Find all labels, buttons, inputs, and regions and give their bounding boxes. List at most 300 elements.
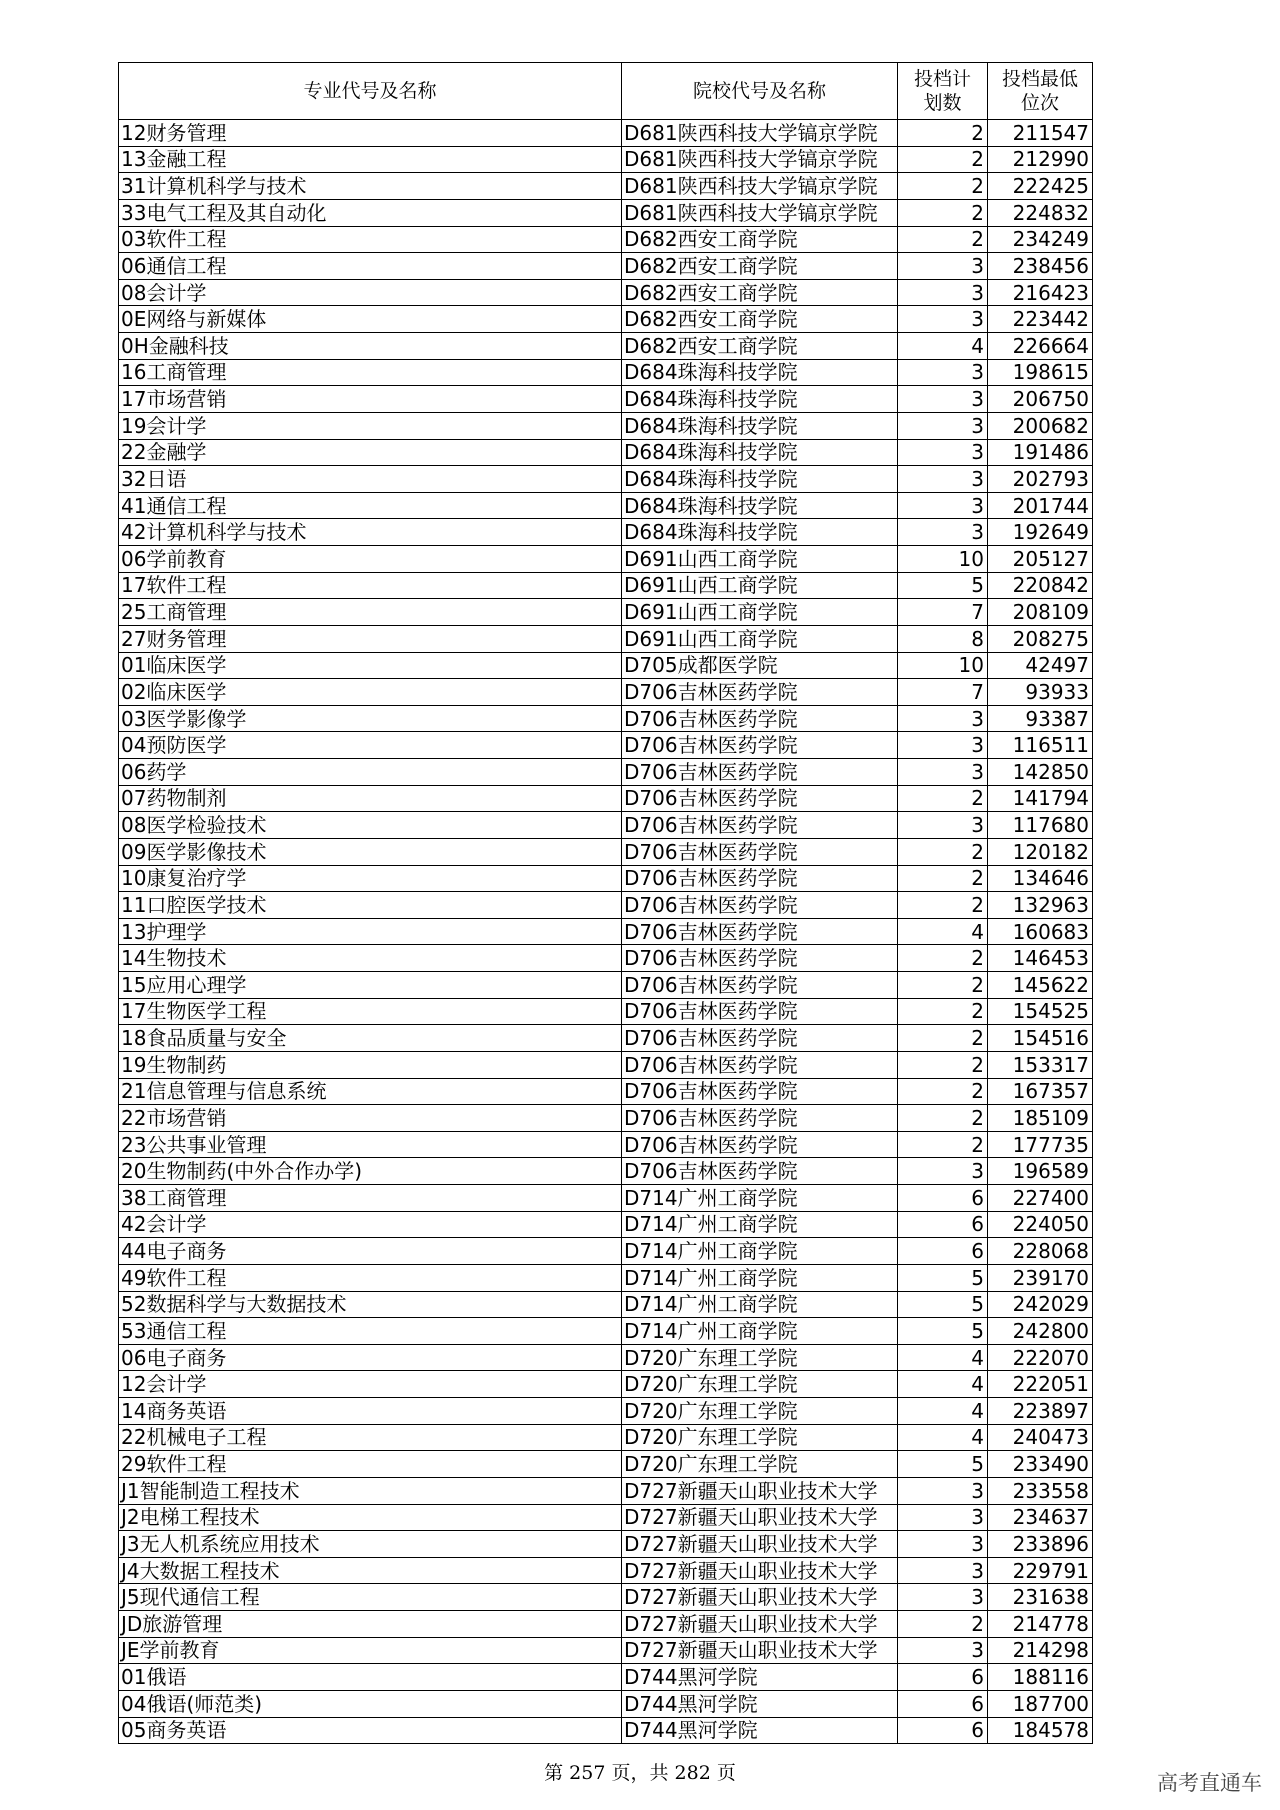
school-cell: D691山西工商学院 xyxy=(622,546,898,573)
major-cell: 41通信工程 xyxy=(119,492,622,519)
table-row xyxy=(119,1158,1093,1185)
table-row xyxy=(119,918,1093,945)
min-rank-cell: 145622 xyxy=(988,972,1093,999)
min-rank-cell: 116511 xyxy=(988,732,1093,759)
school-cell: D714广州工商学院 xyxy=(622,1318,898,1345)
plan-count-cell: 4 xyxy=(898,1344,988,1371)
major-cell: 22金融学 xyxy=(119,439,622,466)
table-row xyxy=(119,732,1093,759)
min-rank-cell: 198615 xyxy=(988,359,1093,386)
plan-count-cell: 3 xyxy=(898,439,988,466)
table-row xyxy=(119,1264,1093,1291)
major-cell: 44电子商务 xyxy=(119,1238,622,1265)
plan-count-cell: 3 xyxy=(898,1504,988,1531)
min-rank-cell: 233490 xyxy=(988,1451,1093,1478)
table-row xyxy=(119,1318,1093,1345)
school-cell: D714广州工商学院 xyxy=(622,1238,898,1265)
min-rank-cell: 208275 xyxy=(988,625,1093,652)
major-cell: 04俄语(师范类) xyxy=(119,1690,622,1717)
plan-count-cell: 3 xyxy=(898,253,988,280)
min-rank-cell: 222051 xyxy=(988,1371,1093,1398)
table-row xyxy=(119,1611,1093,1638)
table-row xyxy=(119,1477,1093,1504)
major-cell: 12会计学 xyxy=(119,1371,622,1398)
major-cell: 01临床医学 xyxy=(119,652,622,679)
school-cell: D727新疆天山职业技术大学 xyxy=(622,1557,898,1584)
major-cell: 03医学影像学 xyxy=(119,705,622,732)
plan-count-cell: 3 xyxy=(898,306,988,333)
major-cell: 19会计学 xyxy=(119,412,622,439)
major-cell: 33电气工程及其自动化 xyxy=(119,199,622,226)
school-cell: D714广州工商学院 xyxy=(622,1211,898,1238)
min-rank-cell: 42497 xyxy=(988,652,1093,679)
plan-count-cell: 6 xyxy=(898,1664,988,1691)
major-cell: 53通信工程 xyxy=(119,1318,622,1345)
major-cell: JE学前教育 xyxy=(119,1637,622,1664)
plan-count-cell: 4 xyxy=(898,1398,988,1425)
major-cell: 23公共事业管理 xyxy=(119,1131,622,1158)
major-cell: 0H金融科技 xyxy=(119,333,622,360)
table-row xyxy=(119,1051,1093,1078)
major-cell: 38工商管理 xyxy=(119,1185,622,1212)
header-school: 院校代号及名称 xyxy=(622,63,898,120)
min-rank-cell: 223442 xyxy=(988,306,1093,333)
plan-count-cell: 3 xyxy=(898,759,988,786)
major-cell: 17市场营销 xyxy=(119,386,622,413)
table-row xyxy=(119,546,1093,573)
table-row xyxy=(119,279,1093,306)
major-cell: 06通信工程 xyxy=(119,253,622,280)
school-cell: D682西安工商学院 xyxy=(622,333,898,360)
min-rank-cell: 224050 xyxy=(988,1211,1093,1238)
table-row xyxy=(119,705,1093,732)
school-cell: D684珠海科技学院 xyxy=(622,386,898,413)
major-cell: 14商务英语 xyxy=(119,1398,622,1425)
major-cell: 31计算机科学与技术 xyxy=(119,173,622,200)
table-row xyxy=(119,1398,1093,1425)
plan-count-cell: 2 xyxy=(898,1611,988,1638)
table-body xyxy=(119,120,1093,1744)
major-cell: 13护理学 xyxy=(119,918,622,945)
major-cell: 13金融工程 xyxy=(119,146,622,173)
min-rank-cell: 160683 xyxy=(988,918,1093,945)
plan-count-cell: 3 xyxy=(898,279,988,306)
plan-count-cell: 4 xyxy=(898,918,988,945)
table-row xyxy=(119,572,1093,599)
min-rank-cell: 211547 xyxy=(988,120,1093,147)
plan-count-cell: 2 xyxy=(898,120,988,147)
table-row xyxy=(119,785,1093,812)
min-rank-cell: 134646 xyxy=(988,865,1093,892)
table-row xyxy=(119,1105,1093,1132)
min-rank-cell: 184578 xyxy=(988,1717,1093,1744)
school-cell: D706吉林医药学院 xyxy=(622,705,898,732)
table-row xyxy=(119,386,1093,413)
min-rank-cell: 93387 xyxy=(988,705,1093,732)
school-cell: D681陕西科技大学镐京学院 xyxy=(622,199,898,226)
major-cell: 29软件工程 xyxy=(119,1451,622,1478)
plan-count-cell: 8 xyxy=(898,625,988,652)
major-cell: 07药物制剂 xyxy=(119,785,622,812)
min-rank-cell: 242029 xyxy=(988,1291,1093,1318)
major-cell: 02临床医学 xyxy=(119,679,622,706)
major-cell: 11口腔医学技术 xyxy=(119,892,622,919)
plan-count-cell: 2 xyxy=(898,1078,988,1105)
header-plan: 投档计 划数 xyxy=(898,63,988,120)
table-row xyxy=(119,1584,1093,1611)
min-rank-cell: 202793 xyxy=(988,466,1093,493)
table-row xyxy=(119,306,1093,333)
table-row xyxy=(119,1238,1093,1265)
school-cell: D691山西工商学院 xyxy=(622,599,898,626)
plan-count-cell: 4 xyxy=(898,1424,988,1451)
min-rank-cell: 154525 xyxy=(988,998,1093,1025)
header-rank: 投档最低 位次 xyxy=(988,63,1093,120)
school-cell: D727新疆天山职业技术大学 xyxy=(622,1584,898,1611)
major-cell: 10康复治疗学 xyxy=(119,865,622,892)
major-cell: 17生物医学工程 xyxy=(119,998,622,1025)
major-cell: 18食品质量与安全 xyxy=(119,1025,622,1052)
min-rank-cell: 222425 xyxy=(988,173,1093,200)
school-cell: D720广东理工学院 xyxy=(622,1451,898,1478)
school-cell: D706吉林医药学院 xyxy=(622,972,898,999)
table-row xyxy=(119,1664,1093,1691)
plan-count-cell: 6 xyxy=(898,1690,988,1717)
plan-count-cell: 2 xyxy=(898,892,988,919)
min-rank-cell: 239170 xyxy=(988,1264,1093,1291)
school-cell: D706吉林医药学院 xyxy=(622,838,898,865)
major-cell: 42会计学 xyxy=(119,1211,622,1238)
major-cell: 0E网络与新媒体 xyxy=(119,306,622,333)
plan-count-cell: 5 xyxy=(898,1451,988,1478)
min-rank-cell: 240473 xyxy=(988,1424,1093,1451)
min-rank-cell: 188116 xyxy=(988,1664,1093,1691)
school-cell: D706吉林医药学院 xyxy=(622,945,898,972)
min-rank-cell: 226664 xyxy=(988,333,1093,360)
min-rank-cell: 167357 xyxy=(988,1078,1093,1105)
plan-count-cell: 3 xyxy=(898,1584,988,1611)
plan-count-cell: 5 xyxy=(898,572,988,599)
major-cell: J1智能制造工程技术 xyxy=(119,1477,622,1504)
plan-count-cell: 10 xyxy=(898,652,988,679)
table-row xyxy=(119,333,1093,360)
plan-count-cell: 3 xyxy=(898,812,988,839)
min-rank-cell: 214778 xyxy=(988,1611,1093,1638)
plan-count-cell: 2 xyxy=(898,945,988,972)
plan-count-cell: 2 xyxy=(898,146,988,173)
plan-count-cell: 3 xyxy=(898,492,988,519)
table-row xyxy=(119,466,1093,493)
major-cell: 21信息管理与信息系统 xyxy=(119,1078,622,1105)
min-rank-cell: 177735 xyxy=(988,1131,1093,1158)
min-rank-cell: 146453 xyxy=(988,945,1093,972)
school-cell: D684珠海科技学院 xyxy=(622,492,898,519)
table-row xyxy=(119,945,1093,972)
school-cell: D691山西工商学院 xyxy=(622,625,898,652)
major-cell: 01俄语 xyxy=(119,1664,622,1691)
table-row xyxy=(119,679,1093,706)
table-row xyxy=(119,652,1093,679)
major-cell: 49软件工程 xyxy=(119,1264,622,1291)
min-rank-cell: 212990 xyxy=(988,146,1093,173)
major-cell: 22机械电子工程 xyxy=(119,1424,622,1451)
plan-count-cell: 2 xyxy=(898,865,988,892)
major-cell: JD旅游管理 xyxy=(119,1611,622,1638)
major-cell: 22市场营销 xyxy=(119,1105,622,1132)
table-row xyxy=(119,173,1093,200)
table-row xyxy=(119,1504,1093,1531)
min-rank-cell: 185109 xyxy=(988,1105,1093,1132)
school-cell: D706吉林医药学院 xyxy=(622,1158,898,1185)
table-row xyxy=(119,1451,1093,1478)
school-cell: D684珠海科技学院 xyxy=(622,439,898,466)
table-row xyxy=(119,412,1093,439)
table-row xyxy=(119,1531,1093,1558)
min-rank-cell: 192649 xyxy=(988,519,1093,546)
plan-count-cell: 6 xyxy=(898,1185,988,1212)
school-cell: D706吉林医药学院 xyxy=(622,1131,898,1158)
major-cell: 25工商管理 xyxy=(119,599,622,626)
school-cell: D682西安工商学院 xyxy=(622,226,898,253)
major-cell: 20生物制药(中外合作办学) xyxy=(119,1158,622,1185)
min-rank-cell: 196589 xyxy=(988,1158,1093,1185)
plan-count-cell: 3 xyxy=(898,1557,988,1584)
major-cell: 08会计学 xyxy=(119,279,622,306)
table-row xyxy=(119,865,1093,892)
plan-count-cell: 3 xyxy=(898,1637,988,1664)
min-rank-cell: 205127 xyxy=(988,546,1093,573)
plan-count-cell: 2 xyxy=(898,226,988,253)
major-cell: J2电梯工程技术 xyxy=(119,1504,622,1531)
school-cell: D706吉林医药学院 xyxy=(622,785,898,812)
plan-count-cell: 6 xyxy=(898,1211,988,1238)
school-cell: D720广东理工学院 xyxy=(622,1398,898,1425)
min-rank-cell: 238456 xyxy=(988,253,1093,280)
school-cell: D706吉林医药学院 xyxy=(622,892,898,919)
min-rank-cell: 214298 xyxy=(988,1637,1093,1664)
school-cell: D681陕西科技大学镐京学院 xyxy=(622,173,898,200)
school-cell: D706吉林医药学院 xyxy=(622,812,898,839)
plan-count-cell: 5 xyxy=(898,1318,988,1345)
min-rank-cell: 223897 xyxy=(988,1398,1093,1425)
school-cell: D684珠海科技学院 xyxy=(622,412,898,439)
major-cell: J4大数据工程技术 xyxy=(119,1557,622,1584)
min-rank-cell: 233896 xyxy=(988,1531,1093,1558)
school-cell: D684珠海科技学院 xyxy=(622,466,898,493)
plan-count-cell: 3 xyxy=(898,386,988,413)
plan-count-cell: 7 xyxy=(898,679,988,706)
plan-count-cell: 3 xyxy=(898,1477,988,1504)
table-row xyxy=(119,120,1093,147)
major-cell: 27财务管理 xyxy=(119,625,622,652)
major-cell: 32日语 xyxy=(119,466,622,493)
table-row xyxy=(119,1424,1093,1451)
min-rank-cell: 141794 xyxy=(988,785,1093,812)
plan-count-cell: 3 xyxy=(898,412,988,439)
table-row xyxy=(119,1717,1093,1744)
school-cell: D681陕西科技大学镐京学院 xyxy=(622,146,898,173)
major-cell: 15应用心理学 xyxy=(119,972,622,999)
major-cell: 03软件工程 xyxy=(119,226,622,253)
school-cell: D714广州工商学院 xyxy=(622,1291,898,1318)
table-header xyxy=(119,63,1093,120)
table-row xyxy=(119,199,1093,226)
min-rank-cell: 208109 xyxy=(988,599,1093,626)
school-cell: D720广东理工学院 xyxy=(622,1344,898,1371)
plan-count-cell: 2 xyxy=(898,998,988,1025)
table-row xyxy=(119,1690,1093,1717)
table-row xyxy=(119,812,1093,839)
major-cell: 08医学检验技术 xyxy=(119,812,622,839)
school-cell: D706吉林医药学院 xyxy=(622,1051,898,1078)
table-row xyxy=(119,838,1093,865)
table-row xyxy=(119,998,1093,1025)
school-cell: D727新疆天山职业技术大学 xyxy=(622,1477,898,1504)
plan-count-cell: 3 xyxy=(898,1531,988,1558)
plan-count-cell: 3 xyxy=(898,1158,988,1185)
table-row xyxy=(119,759,1093,786)
plan-count-cell: 6 xyxy=(898,1238,988,1265)
table-row xyxy=(119,892,1093,919)
school-cell: D706吉林医药学院 xyxy=(622,732,898,759)
major-cell: 06学前教育 xyxy=(119,546,622,573)
school-cell: D684珠海科技学院 xyxy=(622,359,898,386)
school-cell: D706吉林医药学院 xyxy=(622,1105,898,1132)
table-row xyxy=(119,439,1093,466)
min-rank-cell: 229791 xyxy=(988,1557,1093,1584)
header-major: 专业代号及名称 xyxy=(119,63,622,120)
plan-count-cell: 2 xyxy=(898,838,988,865)
table-row xyxy=(119,599,1093,626)
school-cell: D705成都医学院 xyxy=(622,652,898,679)
school-cell: D706吉林医药学院 xyxy=(622,998,898,1025)
major-cell: 04预防医学 xyxy=(119,732,622,759)
plan-count-cell: 2 xyxy=(898,199,988,226)
table-row xyxy=(119,253,1093,280)
min-rank-cell: 132963 xyxy=(988,892,1093,919)
min-rank-cell: 187700 xyxy=(988,1690,1093,1717)
school-cell: D727新疆天山职业技术大学 xyxy=(622,1504,898,1531)
min-rank-cell: 216423 xyxy=(988,279,1093,306)
min-rank-cell: 228068 xyxy=(988,1238,1093,1265)
table-row xyxy=(119,1025,1093,1052)
school-cell: D681陕西科技大学镐京学院 xyxy=(622,120,898,147)
major-cell: 42计算机科学与技术 xyxy=(119,519,622,546)
min-rank-cell: 206750 xyxy=(988,386,1093,413)
min-rank-cell: 201744 xyxy=(988,492,1093,519)
school-cell: D727新疆天山职业技术大学 xyxy=(622,1637,898,1664)
min-rank-cell: 224832 xyxy=(988,199,1093,226)
plan-count-cell: 3 xyxy=(898,359,988,386)
school-cell: D706吉林医药学院 xyxy=(622,1078,898,1105)
major-cell: J3无人机系统应用技术 xyxy=(119,1531,622,1558)
table-row xyxy=(119,972,1093,999)
plan-count-cell: 3 xyxy=(898,732,988,759)
major-cell: 06药学 xyxy=(119,759,622,786)
min-rank-cell: 200682 xyxy=(988,412,1093,439)
min-rank-cell: 191486 xyxy=(988,439,1093,466)
min-rank-cell: 234249 xyxy=(988,226,1093,253)
table-row xyxy=(119,226,1093,253)
major-cell: 05商务英语 xyxy=(119,1717,622,1744)
major-cell: 06电子商务 xyxy=(119,1344,622,1371)
page-number: 第 257 页，共 282 页 xyxy=(544,1762,736,1784)
table-row xyxy=(119,1291,1093,1318)
plan-count-cell: 3 xyxy=(898,519,988,546)
plan-count-cell: 4 xyxy=(898,1371,988,1398)
plan-count-cell: 4 xyxy=(898,333,988,360)
school-cell: D706吉林医药学院 xyxy=(622,918,898,945)
school-cell: D684珠海科技学院 xyxy=(622,519,898,546)
major-cell: J5现代通信工程 xyxy=(119,1584,622,1611)
school-cell: D682西安工商学院 xyxy=(622,253,898,280)
school-cell: D706吉林医药学院 xyxy=(622,679,898,706)
min-rank-cell: 233558 xyxy=(988,1477,1093,1504)
school-cell: D744黑河学院 xyxy=(622,1690,898,1717)
min-rank-cell: 227400 xyxy=(988,1185,1093,1212)
major-cell: 16工商管理 xyxy=(119,359,622,386)
table-row xyxy=(119,519,1093,546)
school-cell: D706吉林医药学院 xyxy=(622,759,898,786)
plan-count-cell: 5 xyxy=(898,1264,988,1291)
school-cell: D691山西工商学院 xyxy=(622,572,898,599)
school-cell: D744黑河学院 xyxy=(622,1664,898,1691)
school-cell: D720广东理工学院 xyxy=(622,1371,898,1398)
table-row xyxy=(119,1371,1093,1398)
school-cell: D706吉林医药学院 xyxy=(622,865,898,892)
watermark-text: 高考直通车 xyxy=(1157,1771,1262,1795)
school-cell: D682西安工商学院 xyxy=(622,306,898,333)
school-cell: D727新疆天山职业技术大学 xyxy=(622,1611,898,1638)
school-cell: D744黑河学院 xyxy=(622,1717,898,1744)
min-rank-cell: 153317 xyxy=(988,1051,1093,1078)
min-rank-cell: 120182 xyxy=(988,838,1093,865)
plan-count-cell: 10 xyxy=(898,546,988,573)
table-row xyxy=(119,1078,1093,1105)
school-cell: D720广东理工学院 xyxy=(622,1424,898,1451)
plan-count-cell: 3 xyxy=(898,705,988,732)
major-cell: 19生物制药 xyxy=(119,1051,622,1078)
plan-count-cell: 5 xyxy=(898,1291,988,1318)
table-row xyxy=(119,1185,1093,1212)
table-row xyxy=(119,492,1093,519)
admission-table xyxy=(118,62,1093,1744)
major-cell: 09医学影像技术 xyxy=(119,838,622,865)
major-cell: 12财务管理 xyxy=(119,120,622,147)
major-cell: 52数据科学与大数据技术 xyxy=(119,1291,622,1318)
school-cell: D706吉林医药学院 xyxy=(622,1025,898,1052)
table-row xyxy=(119,1637,1093,1664)
min-rank-cell: 222070 xyxy=(988,1344,1093,1371)
plan-count-cell: 2 xyxy=(898,972,988,999)
table-row xyxy=(119,1344,1093,1371)
min-rank-cell: 231638 xyxy=(988,1584,1093,1611)
plan-count-cell: 2 xyxy=(898,785,988,812)
min-rank-cell: 242800 xyxy=(988,1318,1093,1345)
major-cell: 17软件工程 xyxy=(119,572,622,599)
table-row xyxy=(119,359,1093,386)
plan-count-cell: 2 xyxy=(898,1105,988,1132)
min-rank-cell: 117680 xyxy=(988,812,1093,839)
table-row xyxy=(119,1557,1093,1584)
school-cell: D714广州工商学院 xyxy=(622,1185,898,1212)
plan-count-cell: 2 xyxy=(898,1025,988,1052)
min-rank-cell: 234637 xyxy=(988,1504,1093,1531)
min-rank-cell: 93933 xyxy=(988,679,1093,706)
school-cell: D714广州工商学院 xyxy=(622,1264,898,1291)
min-rank-cell: 220842 xyxy=(988,572,1093,599)
plan-count-cell: 7 xyxy=(898,599,988,626)
